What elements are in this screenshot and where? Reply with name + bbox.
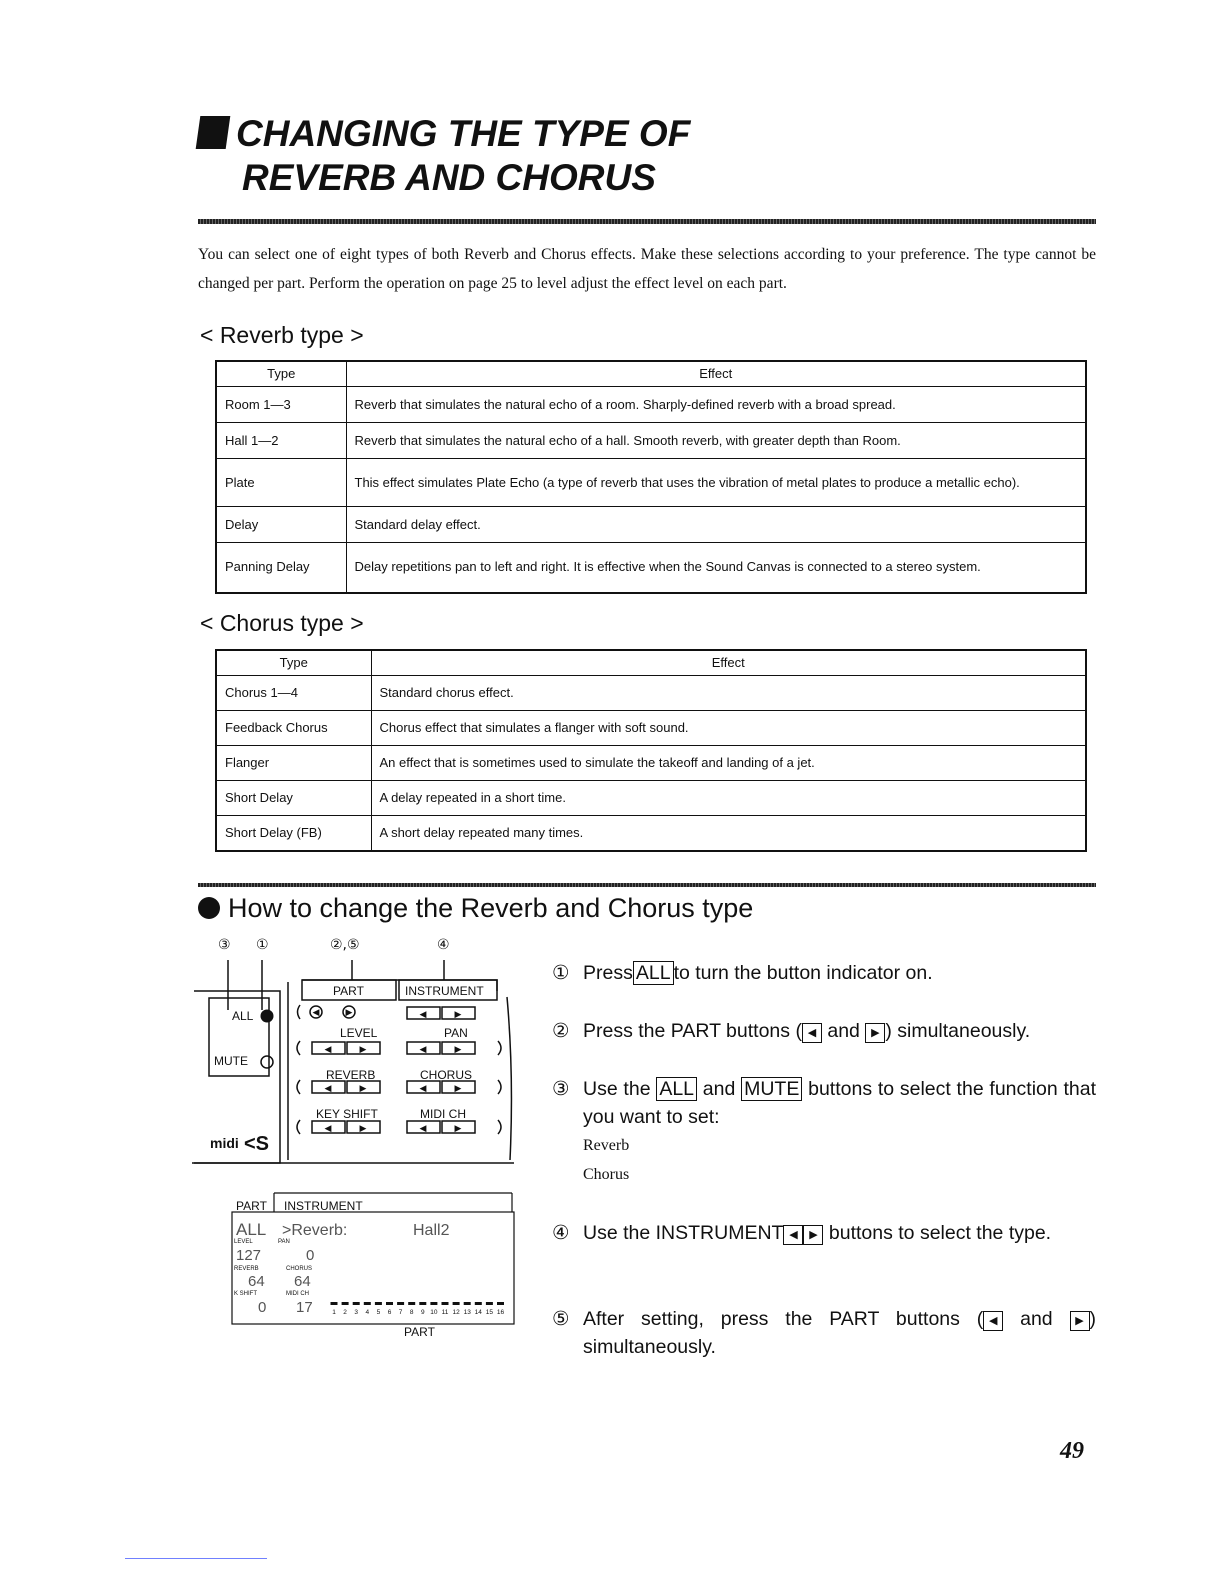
right-arrow-icon: ▶ [454, 1083, 462, 1093]
lcd-level-bar [331, 1302, 338, 1305]
table-cell: Short Delay (FB) [216, 816, 371, 851]
chorus-heading: < Chorus type > [200, 610, 364, 636]
right-arrow-icon: ▶ [865, 1023, 885, 1043]
all-key: ALL [656, 1077, 697, 1101]
lcd-midich-label: MIDI CH [286, 1291, 309, 1297]
left-arrow-icon: ◀ [312, 1007, 320, 1017]
step-text: to turn the button indicator on. [673, 962, 933, 984]
option-reverb: Reverb [583, 1137, 630, 1154]
lcd-part-number: 13 [463, 1309, 471, 1316]
lcd-part-number: 3 [354, 1309, 359, 1316]
footer-line [125, 1558, 267, 1559]
lcd-part-number: 15 [485, 1309, 494, 1316]
right-arrow-icon: ▶ [454, 1123, 462, 1133]
table-cell: Plate [216, 459, 346, 507]
part-label: PART [333, 984, 364, 998]
step-text: Press the PART buttons ( [583, 1020, 802, 1042]
left-arrow-icon: ◀ [802, 1023, 822, 1043]
lcd-part-number: 12 [452, 1309, 460, 1316]
step-number: ③ [552, 1078, 570, 1100]
table-cell: Delay repetitions pan to left and right. It is effective when the Sound Canvas is connected to a stereo system. [346, 543, 1086, 593]
table-cell: Room 1—3 [216, 387, 346, 423]
table-header: Type [216, 650, 371, 676]
right-arrow-icon: ▶ [359, 1083, 367, 1093]
table-header: Effect [346, 361, 1086, 387]
step-number: ① [552, 962, 570, 984]
lcd-level-value: 127 [236, 1247, 262, 1264]
callout-1: ① [256, 937, 269, 953]
step-5 [552, 1305, 1096, 1361]
lcd-pan-value: 0 [306, 1247, 315, 1264]
lcd-instrument-value: >Reverb: [282, 1222, 348, 1239]
lcd-reverb-value: 64 [248, 1273, 265, 1290]
lcd-level-bar [497, 1302, 504, 1305]
all-key: ALL [633, 961, 674, 985]
lcd-reverb-label: REVERB [234, 1266, 259, 1272]
lcd-level-bar [342, 1302, 349, 1305]
left-arrow-icon: ◀ [419, 1123, 427, 1133]
lcd-level-bar [408, 1302, 415, 1305]
left-arrow-icon: ◀ [419, 1083, 427, 1093]
table-cell: Delay [216, 507, 346, 543]
lcd-level-label: LEVEL [234, 1239, 253, 1245]
table-header: Effect [371, 650, 1086, 676]
table-cell: Reverb that simulates the natural echo of a hall. Smooth reverb, with greater depth than Room. [346, 423, 1086, 459]
step-text: buttons to select the type. [828, 1222, 1052, 1244]
title-line-2: REVERB AND CHORUS [242, 157, 656, 198]
table-cell: An effect that is sometimes used to simulate the takeoff and landing of a jet. [371, 746, 1086, 781]
lcd-kshift-label: K SHIFT [234, 1291, 258, 1297]
pan-label: PAN [444, 1026, 468, 1040]
page-title [198, 112, 690, 200]
step-text: and [827, 1020, 860, 1042]
left-arrow-icon: ◀ [783, 1225, 803, 1245]
reverb-heading: < Reverb type > [200, 322, 364, 348]
front-panel-diagram [192, 955, 522, 1170]
lcd-instrument-label: INSTRUMENT [284, 1199, 363, 1213]
table-cell: A delay repeated in a short time. [371, 781, 1086, 816]
left-arrow-icon: ◀ [983, 1311, 1003, 1331]
right-arrow-icon: ▶ [454, 1009, 462, 1019]
right-arrow-icon: ▶ [359, 1123, 367, 1133]
lcd-part-number: 8 [409, 1309, 414, 1316]
lcd-level-bar [453, 1302, 460, 1305]
lcd-level-bar [397, 1302, 404, 1305]
left-arrow-icon: ◀ [419, 1044, 427, 1054]
lcd-midich-value: 17 [296, 1299, 313, 1316]
lcd-part-value: ALL [236, 1220, 267, 1239]
step-3 [552, 1075, 1096, 1189]
table-cell: Hall 1—2 [216, 423, 346, 459]
lcd-type-value: Hall2 [413, 1222, 450, 1239]
lcd-level-bar [386, 1302, 393, 1305]
lcd-pan-label: PAN [278, 1239, 290, 1245]
table-cell: Flanger [216, 746, 371, 781]
step-text: ) simultaneously. [583, 1308, 1097, 1358]
right-arrow-icon: ▶ [359, 1044, 367, 1054]
step-text: and [1020, 1308, 1053, 1330]
step-text: and [702, 1078, 736, 1100]
lcd-part-number: 9 [420, 1309, 425, 1316]
level-label: LEVEL [340, 1026, 378, 1040]
lcd-chorus-value: 64 [294, 1273, 311, 1290]
lcd-level-bar [475, 1302, 482, 1305]
title-rule [198, 219, 1096, 224]
reverb-label: REVERB [326, 1068, 376, 1082]
lcd-part-number: 1 [332, 1309, 336, 1316]
chorus-label: CHORUS [420, 1068, 473, 1082]
step-2 [552, 1017, 1096, 1045]
left-arrow-icon: ◀ [324, 1044, 332, 1054]
instrument-label: INSTRUMENT [405, 984, 484, 998]
right-arrow-icon: ▶ [803, 1225, 823, 1245]
page-number: 49 [1060, 1438, 1084, 1464]
gs-logo-icon: <S [244, 1133, 270, 1155]
table-cell: Chorus 1—4 [216, 676, 371, 711]
lcd-bottom-part-label: PART [404, 1325, 435, 1339]
step-text: Use the INSTRUMENT [583, 1222, 784, 1244]
lcd-part-number: 7 [398, 1309, 403, 1316]
lcd-level-bar [353, 1302, 360, 1305]
lcd-display-diagram [228, 1190, 523, 1350]
section-rule [198, 883, 1096, 887]
table-cell: Panning Delay [216, 543, 346, 593]
callout-2-5: ②,⑤ [330, 937, 360, 953]
lcd-level-bar [442, 1302, 449, 1305]
lcd-level-bar [464, 1302, 471, 1305]
table-cell: Standard chorus effect. [371, 676, 1086, 711]
step-1 [552, 959, 1096, 987]
table-cell: Feedback Chorus [216, 711, 371, 746]
table-cell: This effect simulates Plate Echo (a type of reverb that uses the vibration of metal plates to produce a metallic echo). [346, 459, 1086, 507]
lcd-part-label: PART [236, 1199, 267, 1213]
intro-paragraph: You can select one of eight types of both Reverb and Chorus effects. Make these selections according to your preference. The type cannot be changed per part. Perform the operation on page 25 to level adjust the effect level on each part. [198, 246, 1096, 292]
howto-heading-text: How to change the Reverb and Chorus type [228, 893, 754, 923]
callout-3: ③ [218, 937, 231, 953]
lcd-level-bar [419, 1302, 426, 1305]
bullet-square-icon [196, 116, 231, 149]
lcd-level-bar [364, 1302, 371, 1305]
lcd-part-number: 5 [376, 1309, 381, 1316]
right-arrow-icon: ▶ [1070, 1311, 1090, 1331]
step-number: ④ [552, 1222, 570, 1244]
lcd-level-bar [486, 1302, 493, 1305]
lcd-part-number: 10 [430, 1309, 438, 1316]
table-cell: A short delay repeated many times. [371, 816, 1086, 851]
step-text: ) simultaneously. [885, 1020, 1031, 1042]
option-chorus: Chorus [583, 1166, 630, 1183]
lcd-kshift-value: 0 [258, 1299, 267, 1316]
left-arrow-icon: ◀ [324, 1123, 332, 1133]
mute-key: MUTE [741, 1077, 802, 1101]
reverb-table [215, 360, 1087, 594]
step-text: After setting, press the PART buttons ( [583, 1308, 984, 1330]
lcd-level-bars [331, 1302, 505, 1305]
key-shift-label: KEY SHIFT [316, 1107, 378, 1121]
chorus-table [215, 649, 1087, 852]
callout-4: ④ [437, 937, 450, 953]
table-cell: Short Delay [216, 781, 371, 816]
right-arrow-icon: ▶ [454, 1044, 462, 1054]
step-text: buttons to select the function that you want to set: [583, 1078, 1097, 1128]
table-cell: Chorus effect that simulates a flanger with soft sound. [371, 711, 1086, 746]
lcd-level-bar [375, 1302, 382, 1305]
title-line-1: CHANGING THE TYPE OF [236, 113, 691, 154]
howto-heading [198, 893, 753, 924]
step-text: Use the [583, 1078, 651, 1100]
lcd-chorus-label: CHORUS [286, 1266, 313, 1272]
lcd-part-number: 6 [387, 1309, 392, 1316]
bullet-dot-icon [198, 897, 220, 919]
step-4 [552, 1219, 1096, 1247]
table-header: Type [216, 361, 346, 387]
lcd-part-number: 16 [496, 1309, 505, 1316]
all-label: ALL [232, 1009, 254, 1023]
right-arrow-icon: ▶ [345, 1007, 353, 1017]
midi-logo: midi [210, 1135, 239, 1151]
step-number: ② [552, 1020, 570, 1042]
lcd-part-number: 2 [343, 1309, 347, 1316]
lcd-level-bar [430, 1302, 437, 1305]
left-arrow-icon: ◀ [419, 1009, 427, 1019]
lcd-part-numbers [332, 1309, 504, 1316]
step-text: Press [583, 962, 633, 984]
step-number: ⑤ [552, 1308, 570, 1330]
left-arrow-icon: ◀ [324, 1083, 332, 1093]
table-cell: Reverb that simulates the natural echo of a room. Sharply-defined reverb with a broad spread. [346, 387, 1086, 423]
lcd-part-number: 11 [441, 1309, 449, 1316]
table-cell: Standard delay effect. [346, 507, 1086, 543]
lcd-part-number: 14 [474, 1309, 482, 1316]
midi-ch-label: MIDI CH [420, 1107, 466, 1121]
mute-label: MUTE [214, 1054, 248, 1068]
lcd-part-number: 4 [365, 1309, 370, 1316]
